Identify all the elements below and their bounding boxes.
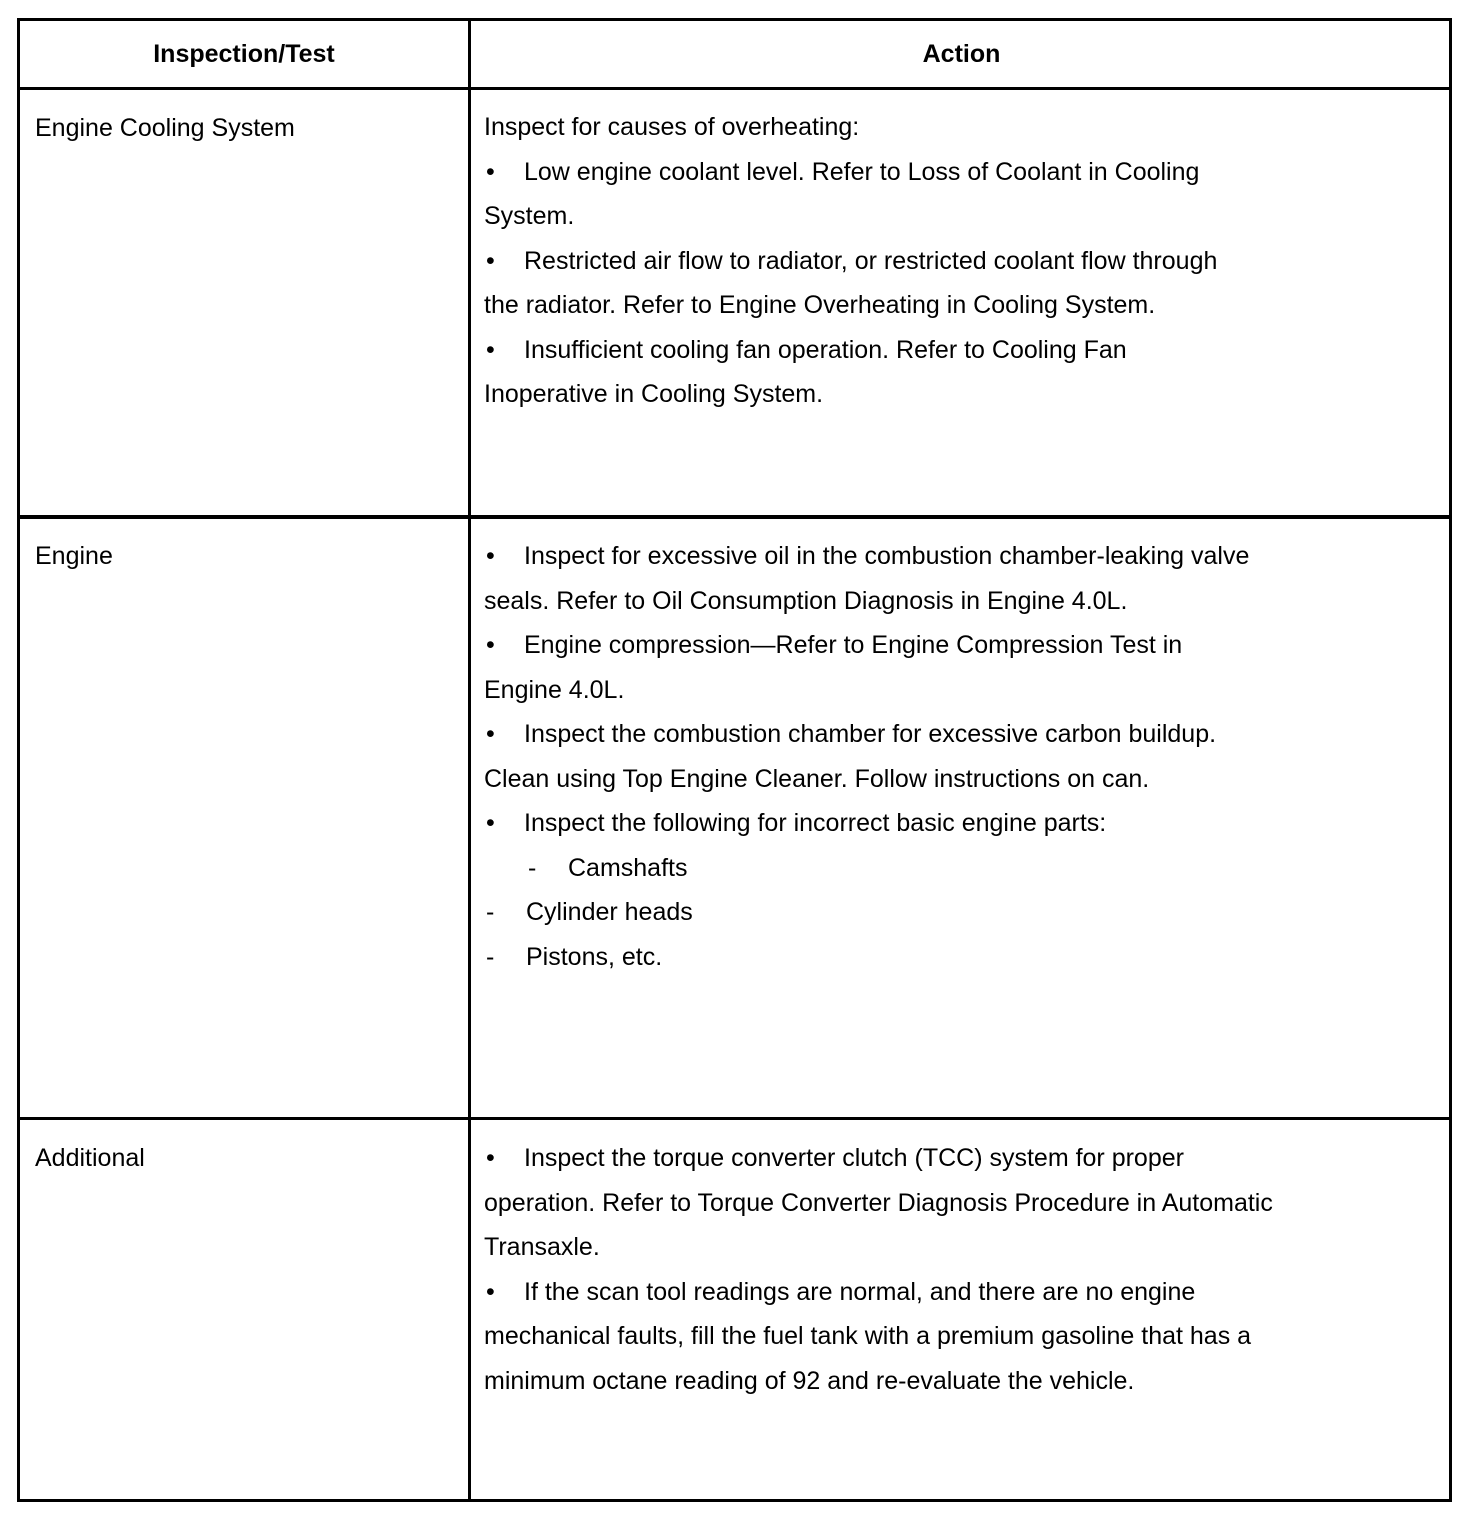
action-list-item bbox=[484, 534, 1424, 579]
action-text: Inspect the combustion chamber for excessive carbon buildup. bbox=[524, 720, 1217, 748]
bullet-marker: • bbox=[486, 1277, 495, 1306]
row-divider bbox=[20, 515, 1449, 519]
action-text-line bbox=[484, 757, 1424, 802]
action-text-line bbox=[484, 105, 1424, 150]
row-action-cell bbox=[484, 105, 1424, 417]
action-text: Pistons, etc. bbox=[526, 942, 663, 971]
action-list-item bbox=[484, 801, 1424, 846]
action-text-line bbox=[484, 1314, 1424, 1359]
action-text: Low engine coolant level. Refer to Loss of Coolant in Cooling bbox=[524, 157, 1200, 186]
action-text: Restricted air flow to radiator, or restricted coolant flow through bbox=[524, 246, 1218, 275]
action-text: the radiator. Refer to Engine Overheating in Cooling System. bbox=[484, 291, 1156, 319]
dash-marker: - bbox=[486, 942, 495, 971]
action-text-line bbox=[484, 1225, 1424, 1270]
action-list-item bbox=[484, 712, 1424, 757]
bullet-marker: • bbox=[486, 335, 495, 364]
bullet-marker: • bbox=[486, 720, 495, 748]
bullet-marker: • bbox=[486, 1144, 495, 1172]
action-text-line bbox=[484, 1181, 1424, 1226]
action-text: Engine 4.0L. bbox=[484, 675, 625, 704]
action-text: minimum octane reading of 92 and re-evaluate the vehicle. bbox=[484, 1366, 1135, 1395]
action-text: Insufficient cooling fan operation. Refer to Cooling Fan bbox=[524, 335, 1127, 364]
action-text-line bbox=[484, 372, 1424, 417]
row-action-cell bbox=[484, 1136, 1424, 1403]
action-text-line bbox=[484, 283, 1424, 328]
action-text-line bbox=[484, 668, 1424, 713]
action-text: mechanical faults, fill the fuel tank with a premium gasoline that has a bbox=[484, 1322, 1252, 1350]
action-list-item bbox=[484, 1270, 1424, 1315]
action-text: Inspect the torque converter clutch (TCC) system for proper bbox=[524, 1144, 1184, 1172]
row-inspection-cell: Additional bbox=[35, 1144, 145, 1172]
action-list-item bbox=[484, 239, 1424, 284]
action-text: seals. Refer to Oil Consumption Diagnosis in Engine 4.0L. bbox=[484, 586, 1128, 615]
action-list-item bbox=[484, 890, 1424, 935]
action-text: Camshafts bbox=[568, 853, 688, 882]
action-text: Clean using Top Engine Cleaner. Follow instructions on can. bbox=[484, 764, 1150, 793]
dash-marker: - bbox=[486, 898, 495, 926]
action-text: Transaxle. bbox=[484, 1233, 600, 1261]
row-action-cell bbox=[484, 534, 1424, 979]
action-text: If the scan tool readings are normal, and there are no engine bbox=[524, 1277, 1196, 1306]
action-text: Inoperative in Cooling System. bbox=[484, 380, 824, 408]
action-text-line bbox=[484, 579, 1424, 624]
action-text: Inspect for causes of overheating: bbox=[484, 113, 860, 141]
row-inspection-cell: Engine Cooling System bbox=[35, 114, 295, 142]
diagnosis-table bbox=[17, 18, 1452, 1502]
action-text: Engine compression—Refer to Engine Compression Test in bbox=[524, 631, 1183, 659]
header-inspection-test: Inspection/Test bbox=[153, 40, 335, 68]
header-divider bbox=[20, 87, 1449, 90]
action-list-item bbox=[484, 623, 1424, 668]
bullet-marker: • bbox=[486, 246, 495, 275]
action-text: Cylinder heads bbox=[526, 898, 693, 926]
bullet-marker: • bbox=[486, 542, 495, 570]
action-text: Inspect the following for incorrect basic engine parts: bbox=[524, 809, 1107, 837]
header-action: Action bbox=[922, 40, 1001, 68]
action-list-item bbox=[484, 846, 1424, 891]
action-text: System. bbox=[484, 202, 575, 230]
column-divider bbox=[468, 21, 471, 1499]
action-list-item bbox=[484, 150, 1424, 195]
dash-marker: - bbox=[528, 853, 537, 882]
action-list-item bbox=[484, 1136, 1424, 1181]
row-divider bbox=[20, 1117, 1449, 1120]
action-list-item bbox=[484, 328, 1424, 373]
action-text-line bbox=[484, 1359, 1424, 1404]
action-list-item bbox=[484, 935, 1424, 980]
action-text: operation. Refer to Torque Converter Diagnosis Procedure in Automatic bbox=[484, 1188, 1273, 1217]
bullet-marker: • bbox=[486, 631, 495, 659]
action-text: Inspect for excessive oil in the combustion chamber-leaking valve bbox=[524, 542, 1250, 570]
row-inspection-cell: Engine bbox=[35, 542, 113, 570]
bullet-marker: • bbox=[486, 157, 495, 186]
bullet-marker: • bbox=[486, 809, 495, 837]
action-text-line bbox=[484, 194, 1424, 239]
